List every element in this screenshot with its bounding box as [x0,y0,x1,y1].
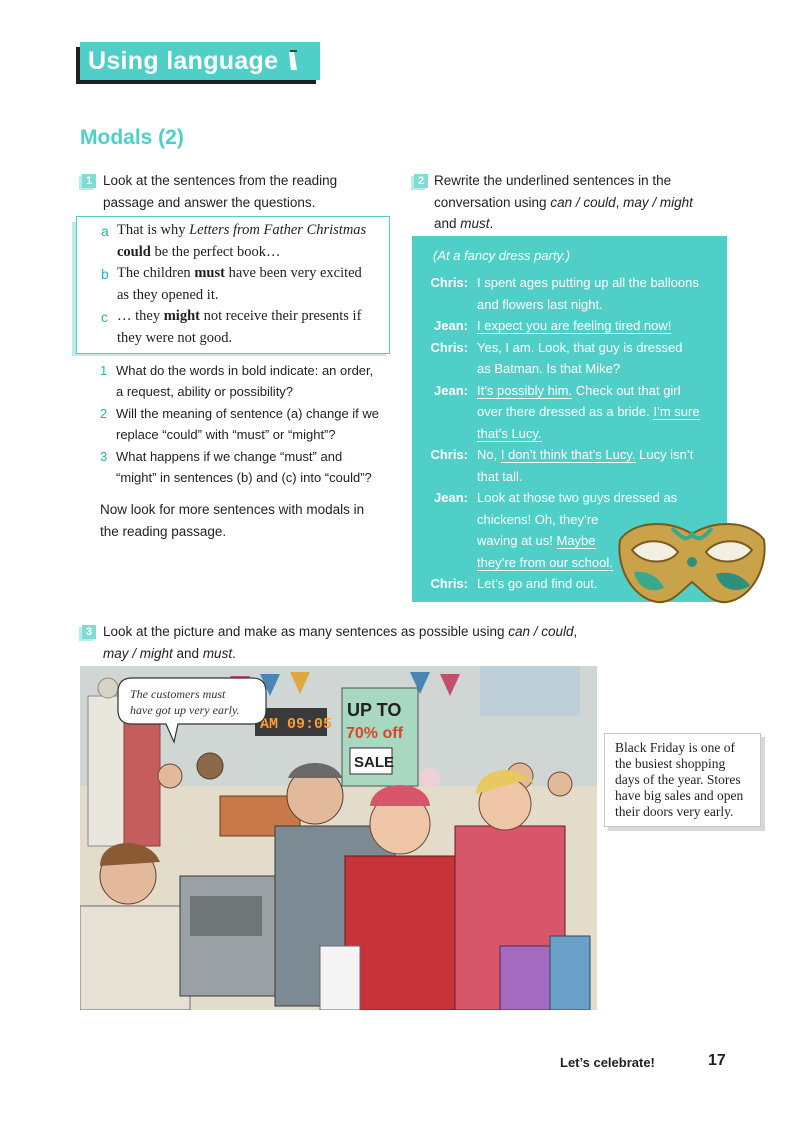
speaker-name: Chris: [430,447,468,462]
note-line: their doors very early. [615,804,734,819]
conversation-line [477,404,700,419]
conversation-text: waving at us! [477,533,557,548]
question-line: “might” in sentences (b) and (c) into “could”? [116,470,372,485]
conversation-text: that tall. [477,468,523,484]
section-banner [80,42,320,80]
instruction-line: and must. [434,216,494,231]
conversation-line [477,383,681,398]
carnival-mask-icon [612,512,772,612]
exercise-2-badge: 2 [414,174,428,188]
clock-text: AM 09:05 [260,716,333,733]
conversation-text: I spent ages putting up all the balloons [477,275,699,290]
conversation-line [477,340,682,355]
conversation-line [477,576,597,591]
info-note-box [604,733,761,827]
sentence-line: … they might not receive their presents if [117,308,362,324]
conversation-line [477,297,603,312]
note-line: the busiest shopping [615,756,726,771]
sentence-line: they were not good. [117,330,233,346]
question-line: replace “could” with “must” or “might”? [116,427,336,442]
conversation-text: and flowers last night. [477,296,603,312]
question-line: a request, ability or possibility? [116,384,294,399]
sentence-letter: a [101,223,109,239]
sentence-line: That is why Letters from Father Christmas [117,222,367,238]
speaker-name: Chris: [430,339,468,355]
sentence-line: as they opened it. [117,287,219,303]
instruction-line: the reading passage. [100,523,227,539]
info-note-text [615,740,743,820]
instruction-line: Look at the picture and make as many sentences as possible using can / could, [103,624,578,639]
instruction-line: Look at the sentences from the reading [103,173,338,188]
speech-bubble-line: The customers must [130,687,226,701]
underlined-sentence: It’s possibly him. [477,382,573,398]
sentence-letter: c [101,309,108,325]
question-number: 1 [100,363,108,378]
instruction-line: Now look for more sentences with modals in [100,502,365,517]
instruction-line: may / might and must. [103,645,236,661]
conversation-setting: (At a fancy dress party.) [433,248,571,263]
banner-title: Using language [88,46,279,75]
speaker-name: Chris: [430,275,468,290]
exercise-3-instruction [103,621,577,664]
instruction-line: Rewrite the underlined sentences in the [434,173,672,188]
exercise-3-badge: 3 [82,625,96,639]
conversation-line [477,512,598,527]
conversation-text: Check out that girl [572,382,681,398]
conversation-line [477,318,671,333]
footer-unit-title: Let’s celebrate! [560,1055,655,1070]
underlined-sentence: Maybe [556,533,596,548]
note-line: Black Friday is one of [615,740,735,755]
conversation-line [477,426,542,441]
speaker-name: Jean: [434,382,468,398]
conversation-text: Lucy isn’t [635,447,694,462]
speaker-name: Jean: [434,318,468,333]
sentence-line: could be the perfect book… [117,244,281,260]
conversation-text: Yes, I am. Look, that guy is dressed [477,339,683,355]
conversation-line [477,447,693,462]
black-friday-illustration [80,666,597,1010]
sale-label: SALE [354,754,395,771]
conversation-text: over there dressed as a bride. [477,404,654,419]
conversation-line [477,490,677,505]
speaker-name: Jean: [434,490,468,505]
underlined-sentence: they’re from our school. [477,554,613,570]
instruction-line: conversation using can / could, may / might [434,194,693,210]
question-number: 2 [100,406,108,421]
sentence-line: The children must have been very excited [117,265,362,281]
conversation-text: No, [477,447,501,462]
sentence-box [76,216,390,354]
exercise-2-instruction [434,170,693,235]
conversation-line [477,361,620,376]
banner-mark-icon [288,50,298,72]
conversation-line [477,533,596,548]
sentence-letter: b [101,266,109,282]
sale-sign-line: 70% off [346,725,403,742]
conversation-text: Look at those two guys dressed as [477,490,678,505]
conversation-line [477,555,613,570]
exercise-1-instruction [103,170,337,213]
question-line: What happens if we change “must” and [116,449,343,464]
page-number: 17 [708,1052,726,1069]
speech-bubble-line: have got up very early. [130,703,240,717]
note-line: days of the year. Stores [615,772,741,787]
sale-sign-line: UP TO [347,700,402,720]
note-line: have big sales and open [615,788,744,803]
instruction-line: passage and answer the questions. [103,194,316,210]
conversation-line [477,275,699,290]
question-line: Will the meaning of sentence (a) change if we [116,406,380,421]
underlined-sentence: I expect you are feeling tired now! [477,318,672,333]
followup-instruction [100,499,364,542]
page-title: Modals (2) [80,126,184,149]
conversation-text: chickens! Oh, they’re [477,511,599,527]
conversation-text: as Batman. Is that Mike? [477,361,621,376]
conversation-text: Let’s go and find out. [477,576,598,591]
underlined-sentence: I don’t think that’s Lucy. [500,447,636,462]
underlined-sentence: I’m sure [653,404,700,419]
underlined-sentence: that’s Lucy. [477,425,542,441]
exercise-1-badge: 1 [82,174,96,188]
conversation-line [477,469,523,484]
question-line: What do the words in bold indicate: an order, [116,363,374,378]
speaker-name: Chris: [430,576,468,591]
question-number: 3 [100,449,108,464]
